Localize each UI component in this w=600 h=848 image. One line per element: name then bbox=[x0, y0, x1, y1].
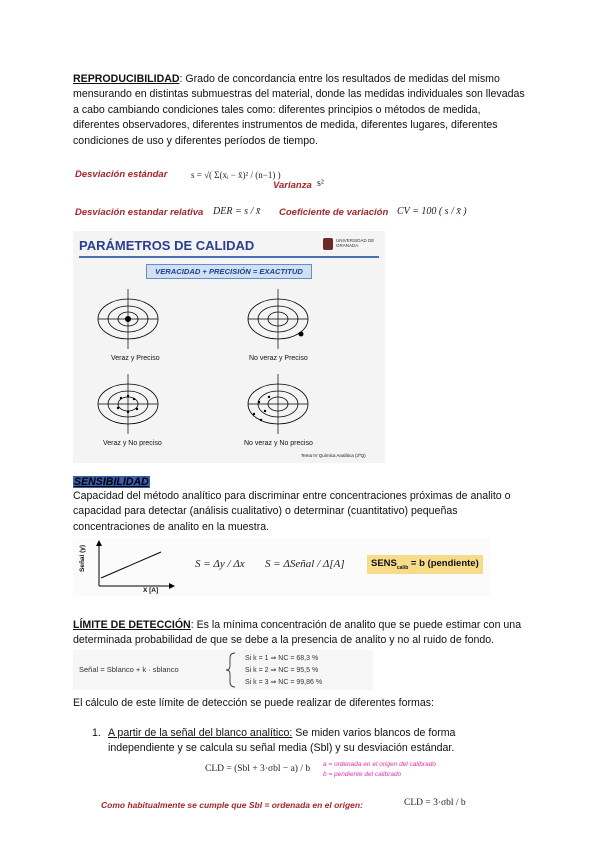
sens-calib-box bbox=[367, 555, 483, 574]
sensibilidad-text: Capacidad del método analítico para discriminar entre concentraciones próximas de analito o capacidad para detectar (análisis cualitativo) o determinar (cuantitativo) pequeñas concentraciones de analito en la muestra. bbox=[73, 490, 511, 533]
cld-formula: CLD = (Sbl + 3·σbl − a) / b bbox=[205, 764, 311, 774]
slide-footer: Tema IV Química Analítica (3ºQ) bbox=[301, 453, 366, 458]
target-label-2: No veraz y Preciso bbox=[249, 355, 308, 362]
cld-formula-figure bbox=[101, 758, 481, 820]
reproducibilidad-title: REPRODUCIBILIDAD bbox=[73, 73, 180, 85]
sens-box-sub: calib bbox=[396, 564, 409, 571]
quality-parameters-slide bbox=[73, 231, 385, 463]
target-diagrams bbox=[73, 231, 385, 463]
target-no-veraz-preciso bbox=[248, 289, 308, 349]
accuracy-banner: VERACIDAD + PRECISIÓN = EXACTITUD bbox=[146, 264, 312, 279]
variance-label: Varianza bbox=[273, 180, 312, 191]
lod-paragraph bbox=[73, 618, 528, 649]
lod-item-text: Se miden varios blancos de forma independiente y se calcula su señal media (Sbl) y su desviación estándar. bbox=[108, 727, 456, 755]
target-veraz-no-preciso bbox=[98, 374, 158, 434]
k-case-3: Si k = 3 ⇒ NC = 99,86 % bbox=[245, 679, 323, 686]
sens-box-main: SENS bbox=[371, 558, 397, 569]
cld-legend-b: b = pendiente del calibrado bbox=[323, 771, 402, 778]
calibration-plot bbox=[73, 538, 203, 596]
std-dev-formula: s = √( Σ(xᵢ − x̄)² / (n−1) ) bbox=[191, 170, 281, 180]
lod-text: : Es la mínima concentración de analito que se puede estimar con una determinada probabilidad de que se debe a la presencia de analito y no al ruido de fondo. bbox=[73, 619, 522, 647]
calibration-xlabel: X [A] bbox=[143, 587, 159, 594]
target-label-3: Veraz y No preciso bbox=[103, 440, 162, 447]
lod-intro: El cálculo de este límite de detección se puede realizar de diferentes formas: bbox=[73, 697, 434, 709]
sens-formula-1: S = Δy / Δx bbox=[195, 558, 245, 570]
sens-formula-2: S = ΔSeñal / Δ[A] bbox=[265, 558, 345, 570]
reproducibilidad-text: : Grado de concordancia entre los resultados de medidas del mismo mensurando en distintas submuestras del material, donde las medidas individuales son llevadas a cabo cambiando condiciones tales como: diferentes principios o métodos de medida, diferentes observadores, diferentes instrumentos de medida, diferentes lugares, diferentes condiciones de uso y diferentes períodos de tiempo. bbox=[73, 73, 525, 147]
signal-formula: Señal = Sblanco + k · sblanco bbox=[79, 665, 179, 674]
lod-item-title: A partir de la señal del blanco analítico: bbox=[108, 727, 293, 739]
std-dev-label: Desviación estándar bbox=[75, 169, 168, 180]
sensibilidad-title: SENSIBILIDAD bbox=[74, 476, 149, 488]
variance-formula: s² bbox=[317, 178, 324, 189]
lod-title: LÍMITE DE DETECCIÓN bbox=[73, 619, 191, 631]
der-cv-formula-image bbox=[73, 201, 468, 227]
habitual-text: Como habitualmente se cumple que Sbl = ordenada en el origen: bbox=[101, 800, 363, 810]
target-label-1: Veraz y Preciso bbox=[111, 355, 160, 362]
der-formula: DER = s / x̄ bbox=[213, 206, 261, 217]
k-case-1: Si k = 1 ⇒ NC = 68,3 % bbox=[245, 655, 319, 662]
cld-legend-a: a = ordenada en el origen del calibrado bbox=[323, 761, 436, 768]
brace-icon bbox=[225, 652, 237, 688]
target-no-veraz-no-preciso bbox=[248, 374, 308, 434]
reproducibilidad-paragraph bbox=[73, 72, 528, 149]
lod-item-1 bbox=[108, 726, 488, 757]
der-label: Desviación estandar relativa bbox=[75, 207, 204, 218]
slide-title: PARÁMETROS DE CALIDAD bbox=[79, 238, 255, 253]
cv-formula: CV = 100 ( s / x̄ ) bbox=[397, 206, 467, 217]
std-dev-formula-image bbox=[73, 160, 373, 196]
lod-signal-figure bbox=[73, 650, 373, 690]
target-veraz-preciso bbox=[98, 289, 158, 349]
university-name: UNIVERSIDAD DE GRANADA bbox=[336, 238, 375, 248]
cld-formula-2: CLD = 3·σbl / b bbox=[404, 798, 466, 808]
sens-box-rest: = b (pendiente) bbox=[408, 558, 479, 569]
k-case-2: Si k = 2 ⇒ NC = 95,5 % bbox=[245, 667, 319, 674]
lod-item-number: 1. bbox=[92, 727, 101, 739]
target-label-4: No veraz y No preciso bbox=[244, 440, 313, 447]
sensitivity-figure bbox=[73, 538, 490, 596]
calibration-ylabel: Señal (y) bbox=[79, 544, 86, 572]
cv-label: Coeficiente de variación bbox=[279, 207, 389, 218]
